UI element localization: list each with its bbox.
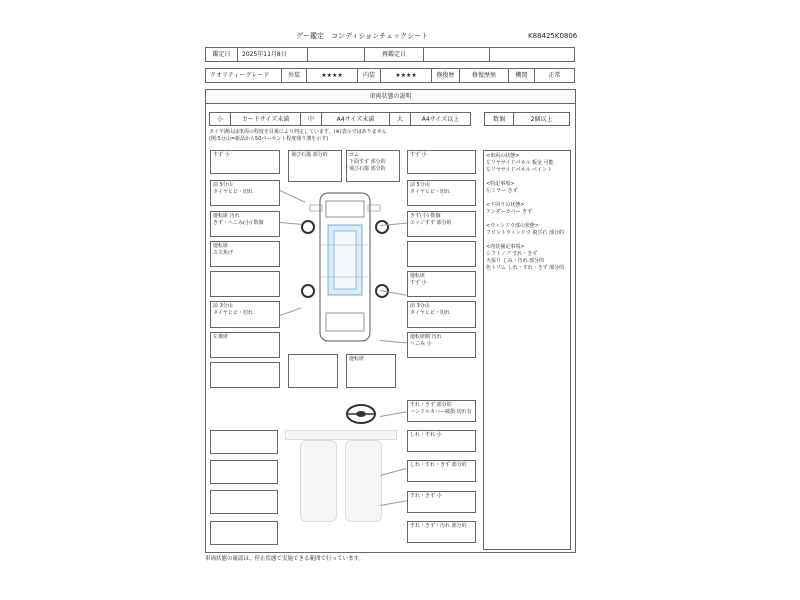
exterior-rating: ★★★★	[306, 68, 358, 83]
diagram-box-right: きず(小) 数個 エッジすず 部分的	[407, 211, 476, 237]
function-value: 正常	[534, 68, 575, 83]
count-value: 2個以上	[513, 112, 570, 126]
size-medium-desc: A4サイズ未満	[321, 112, 390, 126]
diagram-box-right: すず 小	[407, 150, 476, 174]
vehicle-state-line: 色トリム しれ・すれ・きず 部分的	[486, 265, 565, 271]
size-large: 大	[389, 112, 411, 126]
vehicle-state-line: フロントウィンドウ 飛び石 部分的	[486, 230, 564, 236]
interior-box-left	[210, 490, 278, 514]
interior-rating: ★★★★	[380, 68, 432, 83]
diagram-box-top: 飛び石傷 部分的	[288, 150, 342, 182]
vehicle-state-line: 左ミラー きず	[486, 188, 518, 194]
diagram-box-left: 前 5分山 タイヤヒビ・切れ	[210, 180, 280, 206]
vehicle-state-title: <車両の状態>	[486, 153, 520, 159]
vehicle-state-line: <下回りの状態>	[486, 202, 525, 208]
vehicle-state-line: <ウィンドウ部の状態>	[486, 223, 540, 229]
interior-box-right: しれ・すれ 小	[407, 430, 476, 452]
sheet-id: K88425K0806	[528, 32, 578, 40]
diagram-box-left: 前 3分山 タイヤヒビ・切れ	[210, 301, 280, 328]
interior-box-left	[210, 460, 278, 484]
diagram-box-bottom	[288, 354, 338, 388]
interior-box-right: すれ・きず 部分的 ハンドルカバー破損 切れ有	[407, 400, 476, 422]
size-small-desc: カードサイズ未満	[230, 112, 301, 126]
appraisal-date-extra	[307, 47, 365, 62]
reappraisal-date-extra	[489, 47, 575, 62]
vehicle-state-line: アンダーカバー きず	[486, 209, 533, 215]
steering-wheel-icon	[345, 403, 377, 425]
interior-box-right: しれ・すれ・きず 部分的	[407, 460, 476, 482]
vehicle-state-line: 左リヤサイドパネル ペイント	[486, 167, 553, 173]
repair-history-value: 修復歴無	[459, 68, 509, 83]
interior-box-left	[210, 521, 278, 545]
car-topview-diagram	[290, 185, 400, 350]
count-label: 数個	[484, 112, 514, 126]
interior-seat-illustration	[345, 440, 382, 522]
diagram-box-left	[210, 362, 280, 388]
sheet-title: グー鑑定 コンディションチェックシート	[296, 32, 429, 40]
appraisal-date-value: 2025年11月8日	[237, 47, 308, 62]
diagram-box-right: 運転席側 汚れ へこみ 小	[407, 332, 476, 358]
diagram-box-right: 前 5分山 タイヤヒビ・切れ	[407, 180, 476, 206]
size-small: 小	[209, 112, 231, 126]
diagram-box-left: すず 小	[210, 150, 280, 174]
diagram-box-left: 左後席	[210, 332, 280, 358]
diagram-box-left: 運転席 汚れ きず・へこみ(小) 数個	[210, 211, 280, 237]
tire-note-2: (例:5分山=新品から50パーセント程度残り溝を示す)	[209, 136, 329, 142]
explanation-title: 車両状態の説明	[205, 89, 576, 104]
interior-box-right: すれ・きず 小	[407, 491, 476, 513]
tire-note-1: タイヤ溝山は車両の程度を目視により判定しています。(※)表示ではありません	[209, 129, 387, 135]
vehicle-state-line: <内装補足事項>	[486, 244, 525, 250]
size-large-desc: A4サイズ以上	[410, 112, 471, 126]
vehicle-state-line: シフトノブ すれ・きず	[486, 251, 538, 257]
interior-box-left	[210, 430, 278, 454]
interior-box-right: すれ・きず・汚れ 部分的	[407, 521, 476, 543]
vehicle-state-line: <特記事項>	[486, 181, 515, 187]
appraisal-date-label: 鑑定日	[205, 47, 238, 62]
vehicle-state-line: 天張り しみ・汚れ 部分的	[486, 258, 545, 264]
interior-seat-illustration	[300, 440, 337, 522]
diagram-box-top: ゴム 下面すず 部分的 飛び石傷 部分的	[346, 150, 400, 182]
interior-label: 内装	[357, 68, 381, 83]
diagram-box-bottom: 運転席	[346, 354, 396, 388]
quality-grade-label: クオリティーグレード	[205, 68, 282, 83]
footer-note: 車両状態の確認は、停止状態で実施できる範囲で行っています。	[205, 556, 365, 562]
diagram-box-right	[407, 241, 476, 267]
repair-history-label: 修復歴	[431, 68, 460, 83]
interior-dash-illustration	[285, 430, 397, 440]
exterior-label: 外装	[281, 68, 307, 83]
vehicle-state-line: 左リヤサイドパネル 板金 可能	[486, 160, 554, 166]
reappraisal-date-label: 再鑑定日	[364, 47, 424, 62]
diagram-box-right: 運転席 すず 小	[407, 271, 476, 297]
size-medium: 中	[300, 112, 322, 126]
function-label: 機関	[508, 68, 535, 83]
reappraisal-date-value	[423, 47, 490, 62]
diagram-box-left	[210, 271, 280, 297]
diagram-box-left: 運転席 スス焦げ	[210, 241, 280, 267]
diagram-box-right: 前 3分山 タイヤヒビ・切れ	[407, 301, 476, 328]
